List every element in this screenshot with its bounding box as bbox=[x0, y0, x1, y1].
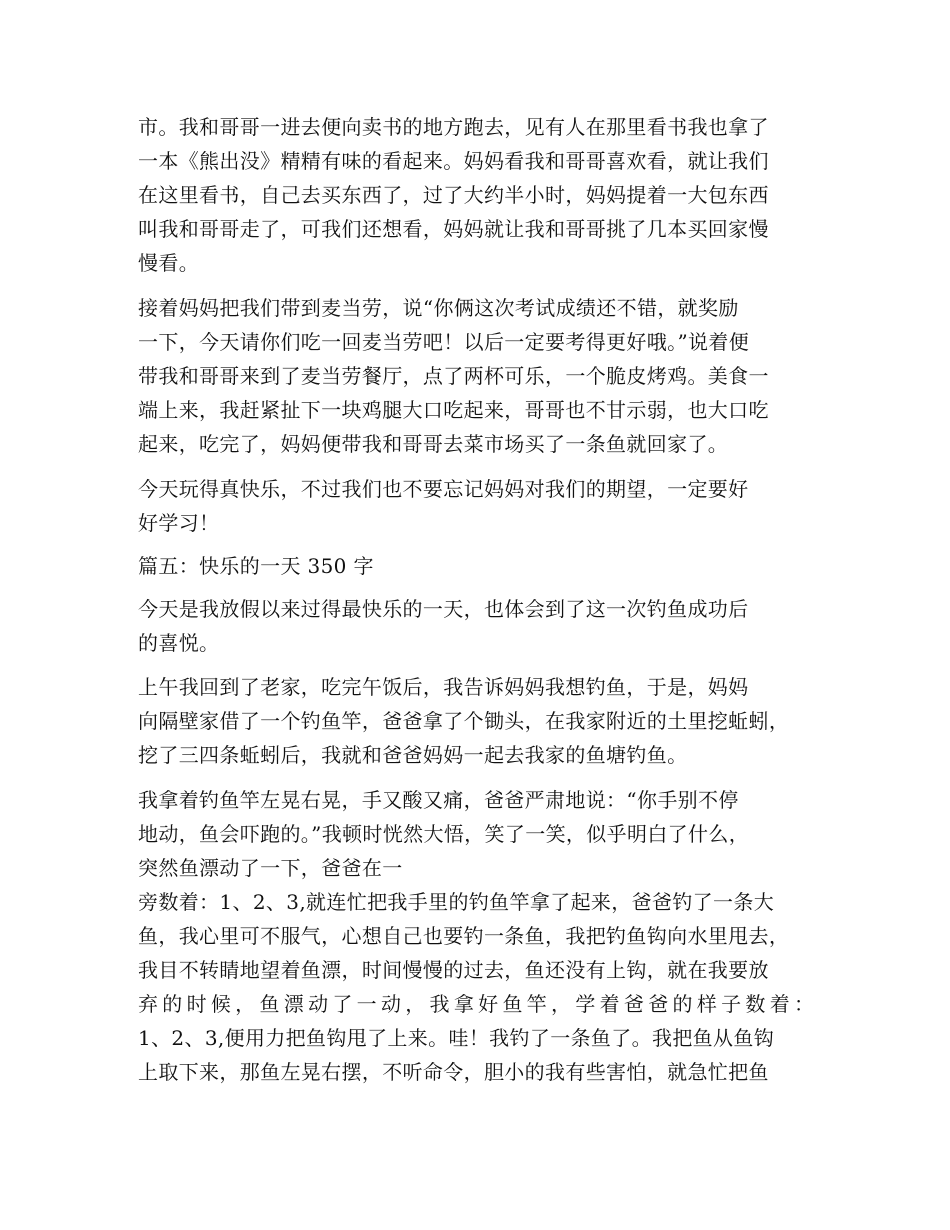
text-line: 叫我和哥哥走了，可我们还想看，妈妈就让我和哥哥挑了几本买回家慢 bbox=[138, 217, 769, 241]
text-line: 地动，鱼会吓跑的。”我顿时恍然大悟，笑了一笑，似乎明白了什么， bbox=[138, 822, 750, 846]
text-line: 向隔壁家借了一个钓鱼竿，爸爸拿了个锄头，在我家附近的土里挖蚯蚓， bbox=[138, 709, 790, 733]
text-line: 接着妈妈把我们带到麦当劳，说“你俩这次考试成绩还不错，就奖励 bbox=[138, 296, 739, 320]
text-line: 带我和哥哥来到了麦当劳餐厅，点了两杯可乐，一个脆皮烤鸡。美食一 bbox=[138, 364, 769, 388]
text-line: 旁数着：1、2、3,就连忙把我手里的钓鱼竿拿了起来，爸爸钓了一条大 bbox=[138, 890, 775, 914]
text-line: 挖了三四条蚯蚓后，我就和爸爸妈妈一起去我家的鱼塘钓鱼。 bbox=[138, 743, 688, 767]
text-line: 弃的时候，鱼漂动了一动，我拿好鱼竿，学着爸爸的样子数着： bbox=[138, 992, 814, 1016]
text-line: 1、2、3,便用力把鱼钩甩了上来。哇！我钓了一条鱼了。我把鱼从鱼钩 bbox=[138, 1026, 775, 1050]
section-heading: 篇五：快乐的一天 350 字 bbox=[138, 554, 374, 578]
text-line: 一本《熊出没》精精有味的看起来。妈妈看我和哥哥喜欢看，就让我们 bbox=[138, 149, 769, 173]
text-line: 突然鱼漂动了一下，爸爸在一 bbox=[138, 856, 403, 880]
text-line: 鱼，我心里可不服气，心想自己也要钓一条鱼，我把钓鱼钩向水里甩去， bbox=[138, 924, 790, 948]
text-line: 一下，今天请你们吃一回麦当劳吧！以后一定要考得更好哦。”说着便 bbox=[138, 330, 750, 354]
text-line: 在这里看书，自己去买东西了，过了大约半小时，妈妈提着一大包东西 bbox=[138, 183, 769, 207]
text-line: 我目不转睛地望着鱼漂，时间慢慢的过去，鱼还没有上钩，就在我要放 bbox=[138, 958, 769, 982]
text-line: 好学习！ bbox=[138, 511, 220, 535]
text-line: 端上来，我赶紧扯下一块鸡腿大口吃起来，哥哥也不甘示弱，也大口吃 bbox=[138, 398, 769, 422]
text-line: 起来，吃完了，妈妈便带我和哥哥去菜市场买了一条鱼就回家了。 bbox=[138, 432, 729, 456]
text-line: 我拿着钓鱼竿左晃右晃，手又酸又痛，爸爸严肃地说：“你手别不停 bbox=[138, 788, 739, 812]
text-line: 今天玩得真快乐，不过我们也不要忘记妈妈对我们的期望，一定要好 bbox=[138, 477, 749, 501]
text-line: 的喜悦。 bbox=[138, 631, 220, 655]
text-line: 市。我和哥哥一进去便向卖书的地方跑去，见有人在那里看书我也拿了 bbox=[138, 115, 769, 139]
text-line: 上取下来，那鱼左晃右摆，不听命令，胆小的我有些害怕，就急忙把鱼 bbox=[138, 1060, 769, 1084]
text-line: 慢看。 bbox=[138, 251, 200, 275]
text-line: 今天是我放假以来过得最快乐的一天，也体会到了这一次钓鱼成功后 bbox=[138, 597, 749, 621]
text-line: 上午我回到了老家，吃完午饭后，我告诉妈妈我想钓鱼，于是，妈妈 bbox=[138, 675, 749, 699]
